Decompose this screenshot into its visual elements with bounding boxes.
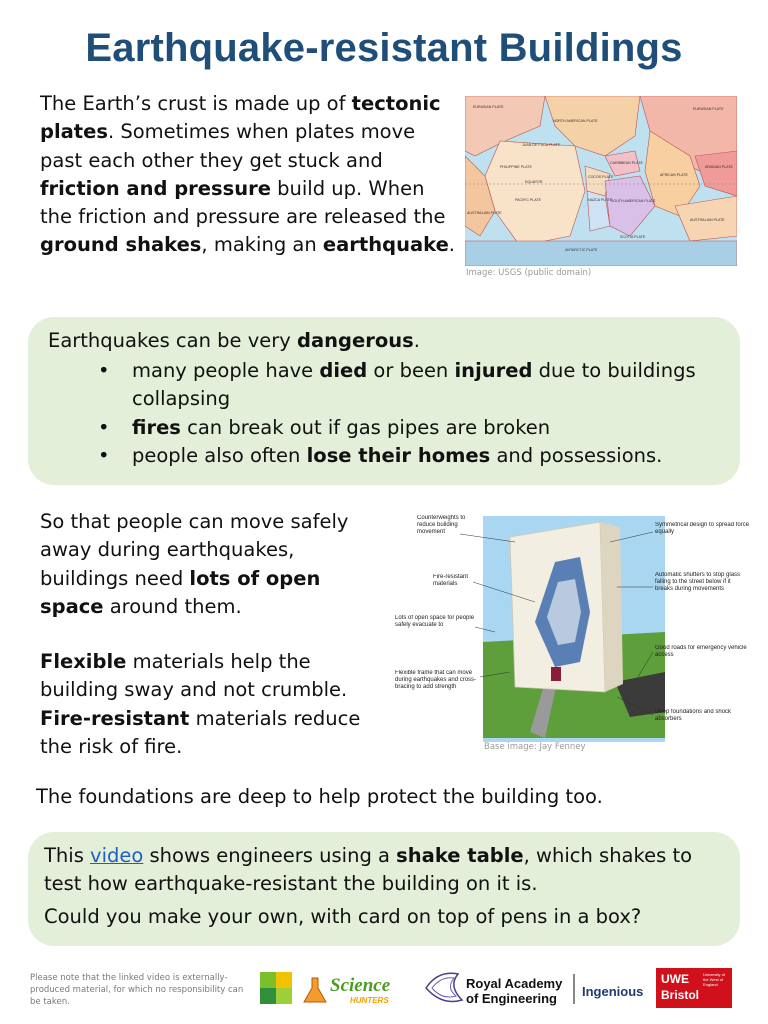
list-item <box>98 442 718 470</box>
intro-text: . <box>448 233 455 257</box>
para-bold: Flexible <box>40 650 127 673</box>
bristol-text: Bristol <box>661 988 700 1002</box>
danger-box <box>28 317 740 485</box>
tectonic-plates-map <box>465 96 737 266</box>
para-text: materials help the building sway and not crumble. <box>40 650 348 702</box>
intro-bold: friction and pressure <box>40 176 271 200</box>
map-label: EURASIAN PLATE <box>693 107 724 111</box>
list-bold: injured <box>454 359 533 382</box>
diagram-label: Deep foundations and shock absorbers <box>655 709 732 722</box>
danger-lead-text: Earthquakes can be very <box>48 329 298 352</box>
para-text: So that people can move safely away during earthquakes, buildings need <box>40 510 349 590</box>
para-bold: shake table <box>396 844 524 867</box>
intro-bold: ground shakes <box>40 233 202 257</box>
para-bold: Fire-resistant <box>40 706 190 730</box>
map-label: PHILIPPINE PLATE <box>500 165 532 169</box>
intro-paragraph <box>40 90 460 260</box>
hunters-text: HUNTERS <box>350 996 389 1005</box>
list-text: people also often <box>132 443 307 467</box>
map-label: CARIBBEAN PLATE <box>610 161 643 165</box>
rae-line1: Royal Academy <box>466 976 563 991</box>
page-title: Earthquake-resistant Buildings <box>85 26 683 70</box>
uwe-bristol-logo <box>656 968 732 1008</box>
partner-logos <box>258 966 738 1010</box>
uwe-small-text: University of the West of England <box>703 972 726 987</box>
diagram-label: Lots of open space for people safely evacuate to <box>395 615 475 628</box>
list-text: many people have <box>132 359 320 382</box>
list-item <box>98 357 718 414</box>
disclaimer: Please note that the linked video is externally-produced material, for which no responsibility can be taken. <box>30 973 244 1007</box>
list-bold: lose their homes <box>306 443 491 467</box>
video-question: Could you make your own, with card on top of pens in a box? <box>44 905 642 928</box>
map-label: SCOTIA PLATE <box>620 235 646 239</box>
list-text: and possessions. <box>490 443 663 467</box>
map-label: EQUATOR <box>525 180 543 184</box>
list-text: due to buildings collapsing <box>132 359 696 411</box>
puzzle-logo <box>260 972 292 1004</box>
list-text: or been <box>367 359 455 382</box>
video-paragraph <box>44 842 724 899</box>
para-text: materials reduce the risk of fire. <box>40 706 361 758</box>
royal-academy-logo <box>426 973 574 1006</box>
map-label: COCOS PLATE <box>588 175 614 179</box>
list-text: can break out if gas pipes are broken <box>180 415 551 439</box>
intro-text: build up. When the friction and pressure are released the <box>40 176 446 229</box>
map-label: EURASIAN PLATE <box>473 105 504 109</box>
map-credit: Image: USGS (public domain) <box>466 268 592 278</box>
building-diagram <box>395 512 750 742</box>
video-link[interactable]: video <box>90 844 144 867</box>
diagram-label: Fire-resistant materials <box>433 574 469 587</box>
map-label: SOUTH AMERICAN PLATE <box>611 199 656 203</box>
para-bold: lots of open space <box>40 566 321 618</box>
danger-list <box>98 357 718 470</box>
map-label: ANTARCTIC PLATE <box>565 248 598 252</box>
list-bold: died <box>319 359 368 382</box>
video-box <box>28 832 740 946</box>
intro-text: . Sometimes when plates move past each other they get stuck and <box>40 120 416 172</box>
list-item <box>98 414 718 442</box>
uwe-text: UWE <box>661 972 689 986</box>
diagram-label: Symmetrical design to spread force equally <box>655 522 750 535</box>
list-bold: fires <box>132 415 181 439</box>
diagram-label: Automatic shutters to stop glass falling to the street below if it breaks during movements <box>655 572 741 592</box>
map-label: PACIFIC PLATE <box>515 198 542 202</box>
para-text: This <box>44 844 91 867</box>
intro-text: , making an <box>201 233 323 257</box>
danger-lead-bold: dangerous <box>297 329 414 352</box>
danger-lead-text: . <box>413 329 420 352</box>
para-text: around them. <box>103 594 242 618</box>
map-label: NORTH AMERICAN PLATE <box>553 119 598 123</box>
foundations-paragraph: The foundations are deep to help protect the building too. <box>36 785 603 808</box>
map-label: ARABIAN PLATE <box>705 165 733 169</box>
para-text: shows engineers using a <box>143 844 397 867</box>
ingenious-logo: Ingenious <box>582 984 644 999</box>
science-hunters-logo <box>304 975 391 1005</box>
map-label: AUSTRALIAN PLATE <box>690 218 725 222</box>
science-text: Science <box>330 975 391 996</box>
diagram-label: Flexible frame that can move during earthquakes and cross-bracing to add strength <box>395 670 477 690</box>
map-label: JUAN DE FUCA PLATE <box>522 143 561 147</box>
materials-paragraph <box>40 648 385 761</box>
diagram-label: Counterweights to reduce building movement <box>417 515 466 535</box>
map-label: AUSTRALIAN PLATE <box>467 211 502 215</box>
para-text: , which shakes to test how earthquake-resistant the building on it is. <box>44 844 693 896</box>
intro-text: The Earth’s crust is made up of <box>40 92 352 115</box>
danger-lead <box>48 329 420 352</box>
open-space-paragraph <box>40 508 385 621</box>
intro-bold: tectonic plates <box>40 92 441 144</box>
map-label: AFRICAN PLATE <box>660 173 688 177</box>
building-credit: Base image: Jay Fenney <box>484 742 586 752</box>
intro-bold: earthquake <box>322 233 449 257</box>
rae-line2: of Engineering <box>466 991 557 1006</box>
diagram-label: Good roads for emergency vehicle access <box>655 645 747 658</box>
map-label: NAZCA PLATE <box>588 198 613 202</box>
